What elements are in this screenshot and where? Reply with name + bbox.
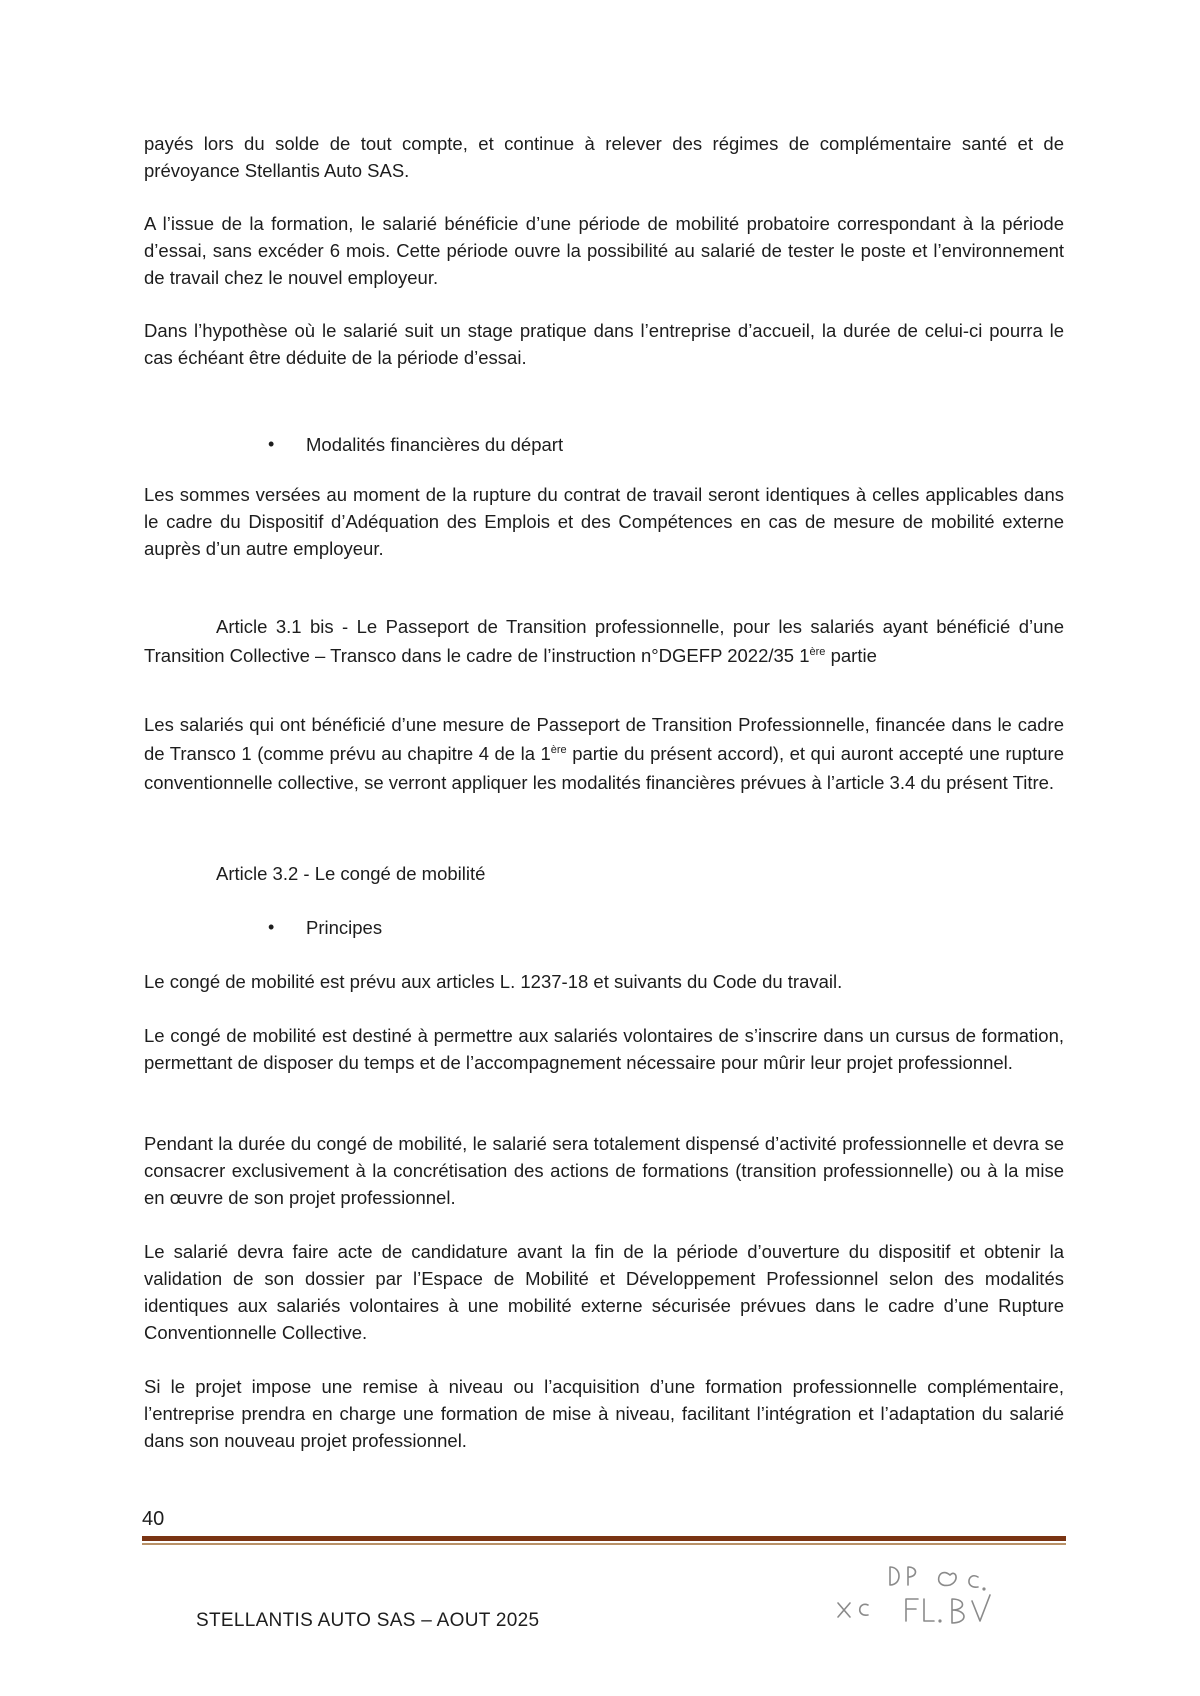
article-heading: Article 3.2 - Le congé de mobilité [216,863,486,884]
paragraph: Si le projet impose une remise à niveau ou l’acquisition d’une formation professionnelle complémentaire, l’entreprise prendra en charge une formation de mise à niveau, facilitant l’intégration et l’adaptation du salarié dans son nouveau projet professionnel. [144,1376,1064,1451]
bullet-item [268,914,383,941]
bullet-label: Principes [306,917,383,938]
article-heading [144,612,1064,670]
footer-company: STELLANTIS AUTO SAS – AOUT 2025 [196,1610,540,1631]
bullet-item [268,431,564,458]
bullet-icon: • [268,434,275,454]
paragraph: Pendant la durée du congé de mobilité, le salarié sera totalement dispensé d’activité professionnelle et devra se consacrer exclusivement à la concrétisation des actions de formations (transition professionnelle) ou à la mise en œuvre de son projet professionnel. [144,1133,1064,1208]
bullet-icon: • [268,917,275,937]
article-heading-text: partie [825,645,877,666]
paragraph: Le salarié devra faire acte de candidature avant la fin de la période d’ouverture du dispositif et obtenir la validation de son dossier par l’Espace de Mobilité et Développement Professionnel selon des modalités identiques aux salariés volontaires à une mobilité externe sécurisée prévues dans le cadre d’une Rupture Conventionnelle Collective. [144,1241,1064,1343]
bullet-label: Modalités financières du départ [306,434,564,455]
footer-rule-thick [142,1536,1066,1541]
paragraph: Le congé de mobilité est destiné à permettre aux salariés volontaires de s’inscrire dans un cursus de formation, permettant de disposer du temps et de l’accompagnement nécessaire pour mûrir leur projet professionnel. [144,1025,1064,1073]
paragraph [144,710,1064,797]
paragraph-text: partie du présent accord), et qui auront accepté une rupture conventionnelle collective, se verront appliquer les modalités financières prévues à l’article 3.4 du présent Titre. [144,743,1064,793]
article-heading-sup: ère [809,645,826,658]
paragraph-sup: ère [550,743,567,756]
paragraph-text: Les salariés qui ont bénéficié d’une mesure de Passeport de Transition Professionnelle, financée dans le cadre de Transco 1 (comme prévu au chapitre 4 de la 1 [144,714,1064,764]
paragraph: Dans l’hypothèse où le salarié suit un stage pratique dans l’entreprise d’accueil, la durée de celui-ci pourra le cas échéant être déduite de la période d’essai. [144,320,1064,368]
paragraph: Le congé de mobilité est prévu aux articles L. 1237-18 et suivants du Code du travail. [144,971,843,992]
article-heading-text: Article 3.1 bis - Le Passeport de Transition professionnelle, pour les salariés ayant bénéficié d’une Transition Collective – Transco dans le cadre de l’instruction n°DGEFP 2022/35 1 [144,616,1064,666]
footer-rule-thin [142,1543,1066,1545]
paragraph: A l’issue de la formation, le salarié bénéficie d’une période de mobilité probatoire correspondant à la période d’essai, sans excéder 6 mois. Cette période ouvre la possibilité au salarié de tester le poste et l’environnement de travail chez le nouvel employeur. [144,213,1064,288]
paragraph: Les sommes versées au moment de la rupture du contrat de travail seront identiques à celles applicables dans le cadre du Dispositif d’Adéquation des Emplois et des Compétences en cas de mesure de mobilité externe auprès d’un autre employeur. [144,484,1064,559]
page-number: 40 [142,1508,165,1530]
handwritten-initials [828,1555,1008,1635]
paragraph: payés lors du solde de tout compte, et continue à relever des régimes de complémentaire santé et de prévoyance Stellantis Auto SAS. [144,133,1064,181]
